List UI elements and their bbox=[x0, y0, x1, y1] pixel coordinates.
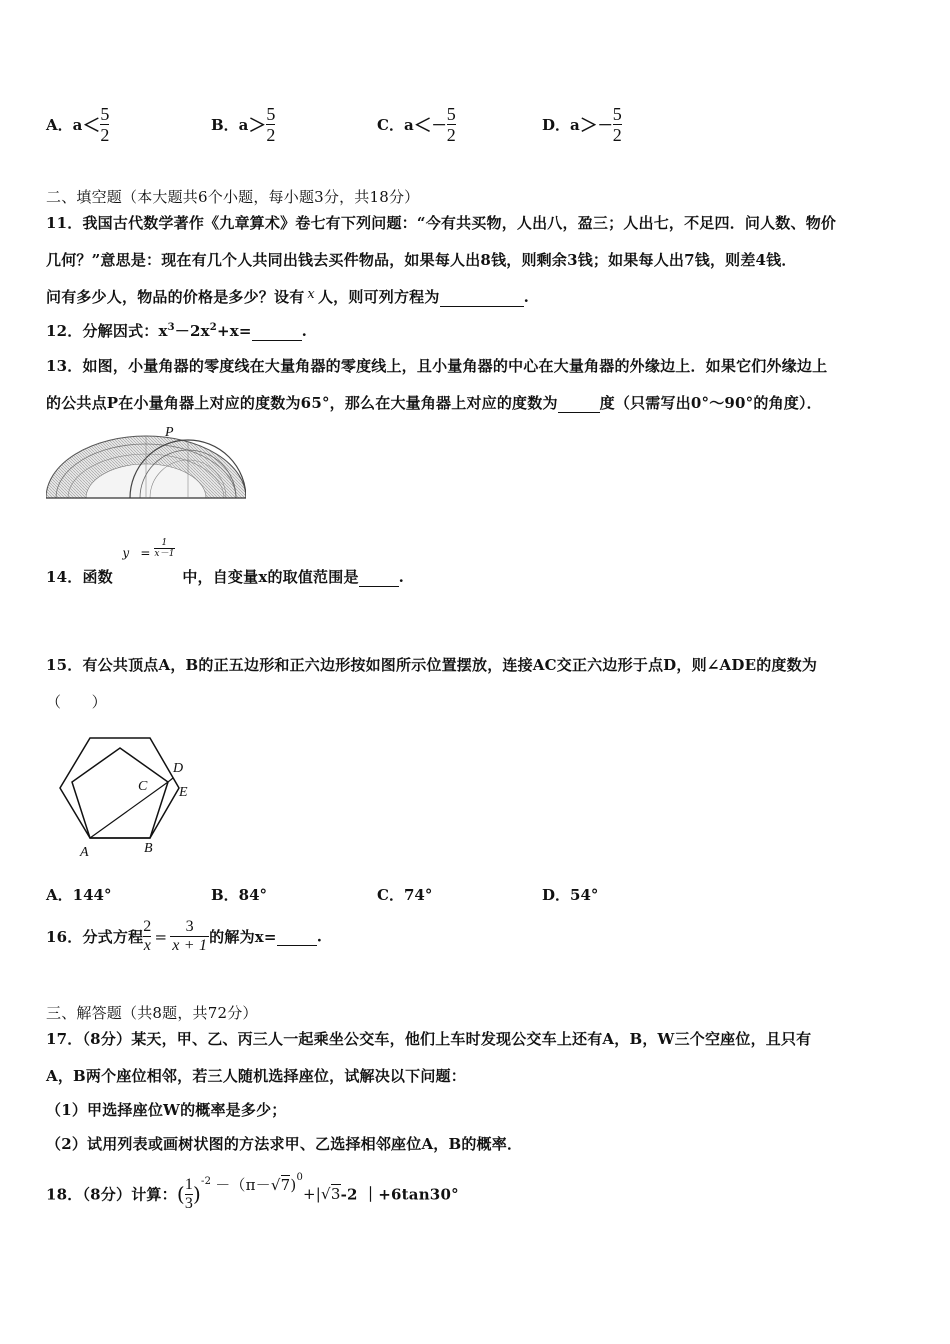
relation: ＞ bbox=[248, 115, 267, 137]
label-d: D bbox=[173, 761, 184, 776]
denominator: 2 bbox=[266, 125, 276, 145]
fraction bbox=[100, 104, 109, 145]
fraction bbox=[447, 104, 456, 145]
q18-exp1: -2 bbox=[201, 1176, 212, 1187]
protractor-svg bbox=[46, 422, 246, 502]
q14-end: . bbox=[398, 568, 405, 586]
q12-end: . bbox=[301, 322, 308, 340]
fraction bbox=[613, 104, 622, 145]
numerator: 1 bbox=[184, 1175, 194, 1193]
relation: ＜ bbox=[82, 115, 101, 137]
q16-end: . bbox=[316, 927, 323, 946]
polygon-figure bbox=[52, 730, 202, 860]
q11-line3 bbox=[46, 286, 529, 307]
q12-suffix: +x= bbox=[216, 322, 252, 340]
q11-end: . bbox=[523, 288, 529, 306]
q15-line1: 15．有公共顶点A，B的正五边形和正六边形按如图所示位置摆放，连接AC交正六边形于点D，则∠ADE的度数为 bbox=[46, 656, 818, 674]
q11-line3-b: 人，则可列方程为 bbox=[317, 288, 440, 306]
q11-line3-a: 问有多少人，物品的价格是多少？设有 bbox=[46, 288, 305, 306]
protractor-figure bbox=[46, 422, 246, 502]
q13-line1: 13．如图，小量角器的零度线在大量角器的零度线上，且小量角器的中心在大量角器的外缘边上．如果它们外缘边上 bbox=[46, 357, 828, 375]
denominator: 2 bbox=[612, 125, 622, 145]
q15-option-d: D．54° bbox=[542, 886, 599, 904]
q17-line2: A，B两个座位相邻，若三人随机选择座位，试解决以下问题： bbox=[46, 1067, 466, 1085]
variable-x: x bbox=[307, 287, 315, 302]
option-label: C．a bbox=[377, 116, 414, 134]
numerator: 3 bbox=[185, 918, 194, 935]
relation: ＜ bbox=[413, 115, 432, 137]
q15-option-b: B．84° bbox=[211, 886, 268, 904]
option-label: A．a bbox=[46, 116, 83, 134]
numerator: 5 bbox=[100, 104, 110, 124]
numerator: 5 bbox=[446, 104, 456, 124]
radicand-7: 7 bbox=[280, 1176, 291, 1194]
denominator: 2 bbox=[446, 125, 456, 145]
paren-fraction bbox=[185, 1176, 193, 1213]
q12-prefix: 12．分解因式：x bbox=[46, 322, 168, 340]
q12-exp2: 2 bbox=[209, 322, 217, 333]
q11-line1: 11．我国古代数学著作《九章算术》卷七有下列问题：“今有共买物，人出八，盈三；人出七，不足四．问人数、物价 bbox=[46, 214, 837, 232]
q12-mid: －2x bbox=[174, 322, 210, 340]
q18-prefix: 18．（8分）计算： bbox=[46, 1185, 177, 1204]
point-p-label: P bbox=[165, 425, 174, 440]
q10-option-d bbox=[542, 104, 622, 145]
q17-line1: 17．（8分）某天，甲、乙、丙三人一起乘坐公交车，他们上车时发现公交车上还有A，B，W三个空座位，且只有 bbox=[46, 1030, 812, 1048]
radicand-3: 3 bbox=[330, 1185, 341, 1203]
q14-prefix: 14．函数 bbox=[46, 568, 113, 586]
label-b: B bbox=[144, 841, 153, 856]
numerator: 5 bbox=[612, 104, 622, 124]
q18-line bbox=[46, 1172, 459, 1213]
q15-option-c: C．74° bbox=[377, 886, 433, 904]
fraction bbox=[266, 104, 275, 145]
denominator: x bbox=[143, 937, 152, 954]
q16-prefix: 16．分式方程 bbox=[46, 928, 144, 946]
func-den: x－1 bbox=[154, 549, 175, 559]
q14-suffix: 中，自变量x的取值范围是 bbox=[182, 568, 359, 586]
numerator: 5 bbox=[266, 104, 276, 124]
relation: ＞ bbox=[579, 115, 598, 137]
q13-line2-b: 度（只需写出0°～90°的角度）． bbox=[599, 394, 822, 412]
numerator: 2 bbox=[143, 918, 152, 935]
denominator: 2 bbox=[100, 125, 110, 145]
answer-blank bbox=[440, 288, 524, 307]
polygon-svg bbox=[52, 730, 202, 860]
q18-abs-tail: -2 ｜+6tan30° bbox=[340, 1185, 459, 1204]
q16-suffix: 的解为x= bbox=[209, 928, 277, 946]
q12-line bbox=[46, 320, 307, 341]
sqrt-three: √3 bbox=[321, 1185, 341, 1203]
q14-line bbox=[46, 538, 405, 588]
answer-blank bbox=[558, 394, 600, 413]
sign: － bbox=[431, 116, 447, 134]
q10-option-c bbox=[377, 104, 456, 145]
q10-option-b bbox=[211, 104, 275, 145]
label-a: A bbox=[80, 845, 89, 860]
answer-blank bbox=[359, 568, 399, 587]
denominator: x + 1 bbox=[172, 937, 208, 954]
fraction-right bbox=[170, 918, 209, 955]
q13-line2-a: 的公共点P在小量角器上对应的度数为65°，那么在大量角器上对应的度数为 bbox=[46, 394, 558, 412]
q11-line2: 几何？”意思是：现在有几个人共同出钱去买件物品，如果每人出8钱，则剩余3钱；如果每人出7钱，则差4钱． bbox=[46, 251, 797, 269]
answer-blank bbox=[277, 927, 317, 946]
q18-abs-part: +| bbox=[303, 1185, 322, 1203]
option-label: B．a bbox=[211, 116, 249, 134]
q18-mid: －（π－ bbox=[215, 1176, 271, 1194]
section3-title: 三、解答题（共8题，共72分） bbox=[46, 1004, 258, 1022]
q10-option-a bbox=[46, 104, 109, 145]
sign: － bbox=[597, 116, 613, 134]
func-fraction bbox=[154, 538, 174, 559]
denominator: 3 bbox=[184, 1194, 194, 1212]
q16-line bbox=[46, 918, 322, 955]
section2-title: 二、填空题（本大题共6个小题，每小题3分，共18分） bbox=[46, 188, 420, 206]
option-label: D．a bbox=[542, 116, 580, 134]
label-e: E bbox=[179, 785, 188, 800]
fraction-left bbox=[143, 918, 151, 955]
function-expression: y = $\frac{1}{x-1}$ bbox=[122, 538, 175, 560]
q13-line2 bbox=[46, 392, 822, 413]
q17-sub1: （1）甲选择座位W的概率是多少； bbox=[46, 1101, 287, 1119]
sqrt-seven: √7) bbox=[270, 1176, 297, 1194]
func-y: y bbox=[122, 546, 130, 560]
answer-blank bbox=[252, 322, 302, 341]
close-paren: ) bbox=[193, 1182, 202, 1206]
func-num: 1 bbox=[161, 538, 168, 548]
open-paren: ( bbox=[176, 1182, 185, 1206]
q15-option-a: A．144° bbox=[46, 886, 112, 904]
label-c: C bbox=[138, 779, 148, 794]
q18-exp2: 0 bbox=[296, 1172, 304, 1183]
equals: = bbox=[154, 927, 168, 946]
q12-exp1: 3 bbox=[167, 322, 175, 333]
q15-line2: （ ） bbox=[46, 693, 107, 711]
q17-sub2: （2）试用列表或画树状图的方法求甲、乙选择相邻座位A，B的概率． bbox=[46, 1135, 523, 1153]
